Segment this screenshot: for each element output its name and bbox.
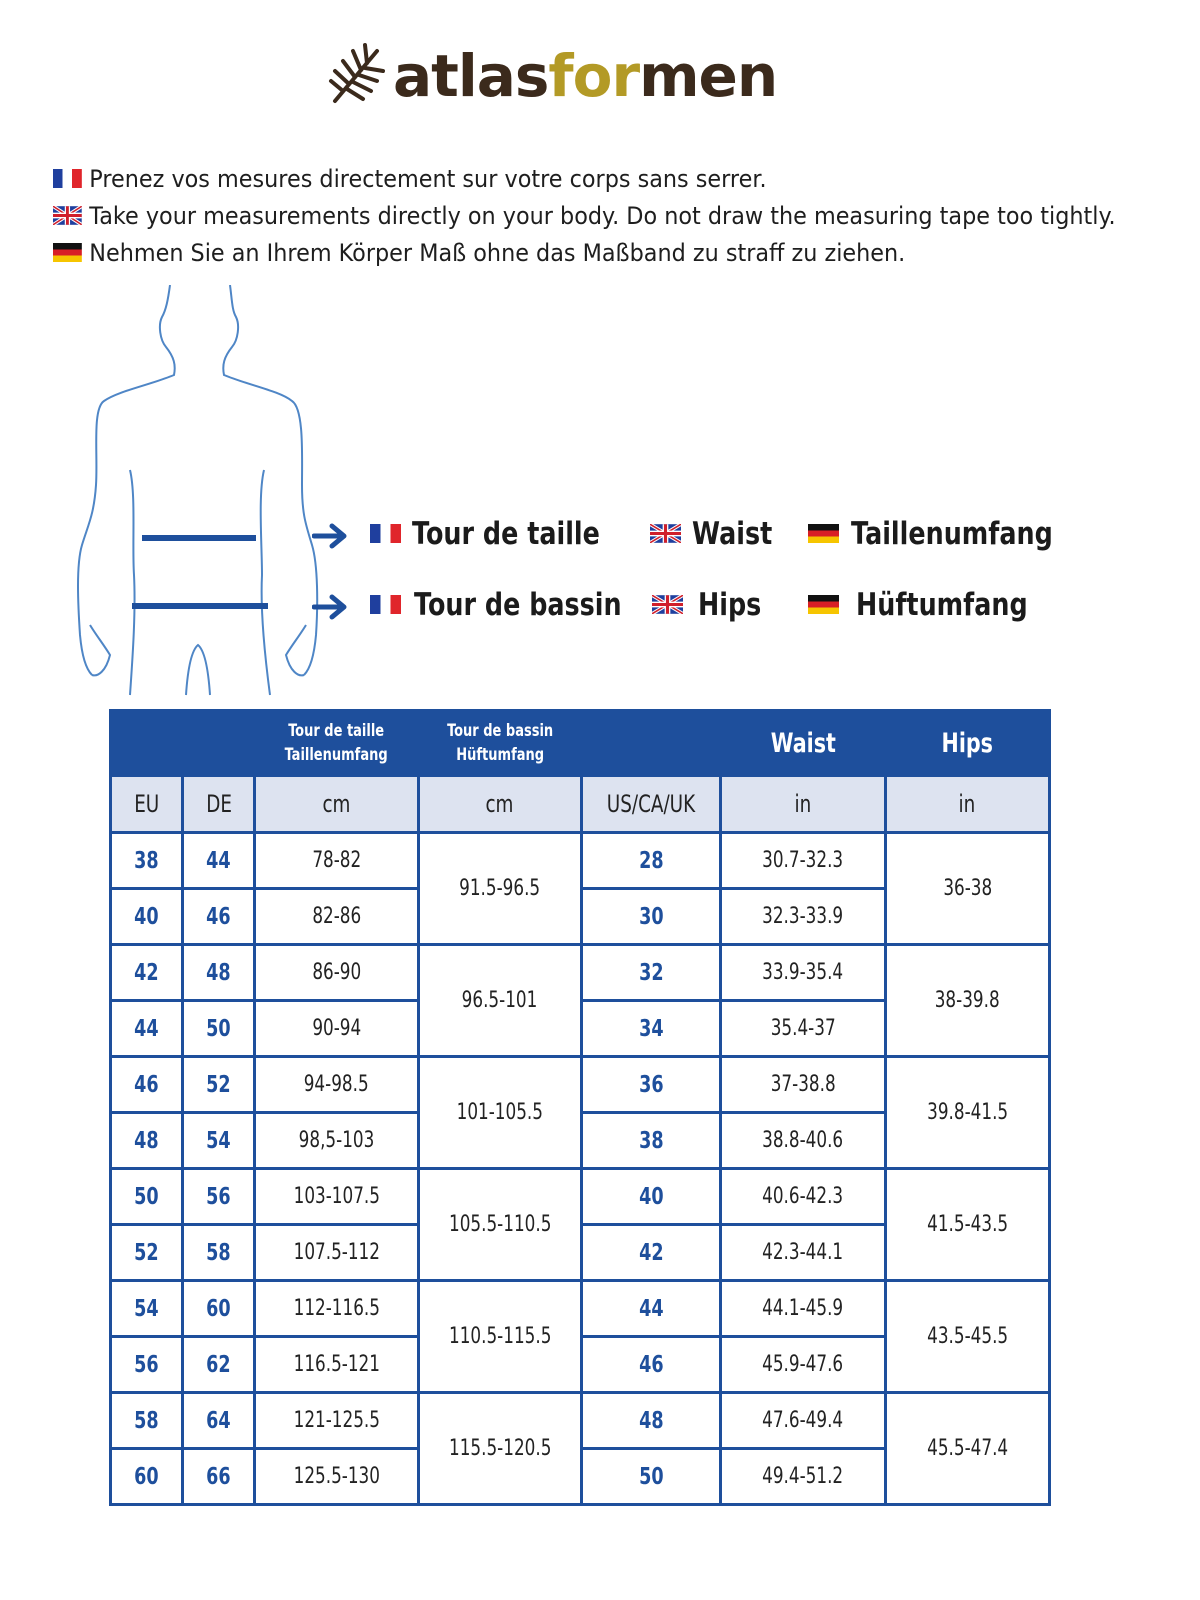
instruction-de-text: Nehmen Sie an Ihrem Körper Maß ohne das Maßband zu straff zu ziehen. (89, 238, 906, 267)
table-row (111, 1393, 1050, 1449)
legend-hips-de: Hüftumfang (856, 587, 1028, 623)
instruction-fr (53, 160, 1095, 197)
waist-cm-cell: 112-116.5 (255, 1281, 418, 1337)
header-hips-cm: Tour de bassin Hüftumfang (418, 711, 581, 776)
de-size-cell: 54 (183, 1113, 255, 1169)
germany-flag-icon (808, 524, 839, 543)
header-blank-us (581, 711, 720, 776)
unit-eu: EU (111, 776, 183, 833)
header-waist-in: Waist (721, 711, 885, 776)
de-size-cell: 44 (183, 833, 255, 889)
waist-cm-cell: 107.5-112 (255, 1225, 418, 1281)
us-size-cell: 42 (581, 1225, 720, 1281)
hips-in-cell: 43.5-45.5 (885, 1281, 1049, 1393)
eu-size-cell: 60 (111, 1449, 183, 1505)
de-size-cell: 64 (183, 1393, 255, 1449)
unit-hips-in: in (885, 776, 1049, 833)
brand-name: atlasformen (393, 42, 778, 110)
germany-flag-icon (53, 243, 82, 262)
leaf-logo-icon (325, 41, 387, 111)
waist-cm-cell: 116.5-121 (255, 1337, 418, 1393)
eu-size-cell: 40 (111, 889, 183, 945)
waist-in-cell: 33.9-35.4 (721, 945, 885, 1001)
hips-in-cell: 39.8-41.5 (885, 1057, 1049, 1169)
us-size-cell: 30 (581, 889, 720, 945)
eu-size-cell: 42 (111, 945, 183, 1001)
eu-size-cell: 56 (111, 1337, 183, 1393)
us-size-cell: 32 (581, 945, 720, 1001)
waist-in-cell: 40.6-42.3 (721, 1169, 885, 1225)
eu-size-cell: 48 (111, 1113, 183, 1169)
instruction-uk (53, 197, 1116, 234)
unit-us-ca-uk: US/CA/UK (581, 776, 720, 833)
unit-hips-cm: cm (418, 776, 581, 833)
eu-size-cell: 50 (111, 1169, 183, 1225)
de-size-cell: 60 (183, 1281, 255, 1337)
us-size-cell: 40 (581, 1169, 720, 1225)
de-size-cell: 50 (183, 1001, 255, 1057)
table-row (111, 833, 1050, 889)
arrow-right-icon (312, 522, 348, 550)
waist-in-cell: 45.9-47.6 (721, 1337, 885, 1393)
waist-in-cell: 38.8-40.6 (721, 1113, 885, 1169)
waist-in-cell: 42.3-44.1 (721, 1225, 885, 1281)
eu-size-cell: 58 (111, 1393, 183, 1449)
hips-cm-cell: 105.5-110.5 (418, 1169, 581, 1281)
eu-size-cell: 54 (111, 1281, 183, 1337)
table-units-row (111, 776, 1050, 833)
uk-flag-icon (53, 206, 82, 225)
header-waist-cm: Tour de taille Taillenumfang (255, 711, 418, 776)
de-size-cell: 52 (183, 1057, 255, 1113)
legend-waist-fr: Tour de taille (412, 516, 600, 552)
waist-cm-cell: 78-82 (255, 833, 418, 889)
uk-flag-icon (650, 524, 681, 543)
hips-cm-cell: 91.5-96.5 (418, 833, 581, 945)
hips-cm-cell: 101-105.5 (418, 1057, 581, 1169)
table-row (111, 1169, 1050, 1225)
brand-logo (325, 36, 777, 116)
eu-size-cell: 38 (111, 833, 183, 889)
hips-cm-cell: 96.5-101 (418, 945, 581, 1057)
waist-cm-cell: 82-86 (255, 889, 418, 945)
unit-waist-in: in (721, 776, 885, 833)
de-size-cell: 46 (183, 889, 255, 945)
us-size-cell: 38 (581, 1113, 720, 1169)
legend-waist-de: Taillenumfang (851, 516, 1053, 552)
unit-waist-cm: cm (255, 776, 418, 833)
de-size-cell: 56 (183, 1169, 255, 1225)
legend-waist-en: Waist (692, 516, 773, 552)
unit-de: DE (183, 776, 255, 833)
table-header-row (111, 711, 1050, 776)
germany-flag-icon (808, 595, 839, 614)
waist-cm-cell: 94-98.5 (255, 1057, 418, 1113)
hips-in-cell: 41.5-43.5 (885, 1169, 1049, 1281)
legend-hips-fr: Tour de bassin (414, 587, 622, 623)
waist-in-cell: 32.3-33.9 (721, 889, 885, 945)
legend-hips-en: Hips (698, 587, 762, 623)
instruction-de (53, 234, 1095, 271)
waist-in-cell: 37-38.8 (721, 1057, 885, 1113)
table-body (111, 833, 1050, 1505)
hips-cm-cell: 115.5-120.5 (418, 1393, 581, 1505)
measurement-instructions (53, 160, 1173, 271)
us-size-cell: 46 (581, 1337, 720, 1393)
france-flag-icon (53, 169, 82, 188)
table-row (111, 1057, 1050, 1113)
us-size-cell: 36 (581, 1057, 720, 1113)
waist-in-cell: 35.4-37 (721, 1001, 885, 1057)
body-outline-illustration (70, 285, 380, 700)
instruction-fr-text: Prenez vos mesures directement sur votre corps sans serrer. (89, 164, 767, 193)
arrow-right-icon (312, 593, 348, 621)
de-size-cell: 66 (183, 1449, 255, 1505)
us-size-cell: 48 (581, 1393, 720, 1449)
header-hips-in: Hips (885, 711, 1049, 776)
france-flag-icon (370, 595, 401, 614)
us-size-cell: 34 (581, 1001, 720, 1057)
us-size-cell: 28 (581, 833, 720, 889)
waist-cm-cell: 125.5-130 (255, 1449, 418, 1505)
de-size-cell: 62 (183, 1337, 255, 1393)
table-row (111, 945, 1050, 1001)
france-flag-icon (370, 524, 401, 543)
size-chart-table (109, 709, 1051, 1506)
hips-in-cell: 38-39.8 (885, 945, 1049, 1057)
waist-cm-cell: 103-107.5 (255, 1169, 418, 1225)
waist-cm-cell: 98,5-103 (255, 1113, 418, 1169)
header-blank (111, 711, 255, 776)
eu-size-cell: 44 (111, 1001, 183, 1057)
waist-in-cell: 44.1-45.9 (721, 1281, 885, 1337)
de-size-cell: 48 (183, 945, 255, 1001)
us-size-cell: 44 (581, 1281, 720, 1337)
eu-size-cell: 52 (111, 1225, 183, 1281)
hips-in-cell: 36-38 (885, 833, 1049, 945)
uk-flag-icon (652, 595, 683, 614)
eu-size-cell: 46 (111, 1057, 183, 1113)
us-size-cell: 50 (581, 1449, 720, 1505)
waist-cm-cell: 86-90 (255, 945, 418, 1001)
table-row (111, 1281, 1050, 1337)
waist-cm-cell: 121-125.5 (255, 1393, 418, 1449)
de-size-cell: 58 (183, 1225, 255, 1281)
waist-in-cell: 49.4-51.2 (721, 1449, 885, 1505)
waist-in-cell: 47.6-49.4 (721, 1393, 885, 1449)
hips-cm-cell: 110.5-115.5 (418, 1281, 581, 1393)
instruction-uk-text: Take your measurements directly on your body. Do not draw the measuring tape too tightly. (89, 201, 1116, 230)
waist-cm-cell: 90-94 (255, 1001, 418, 1057)
waist-in-cell: 30.7-32.3 (721, 833, 885, 889)
hips-in-cell: 45.5-47.4 (885, 1393, 1049, 1505)
